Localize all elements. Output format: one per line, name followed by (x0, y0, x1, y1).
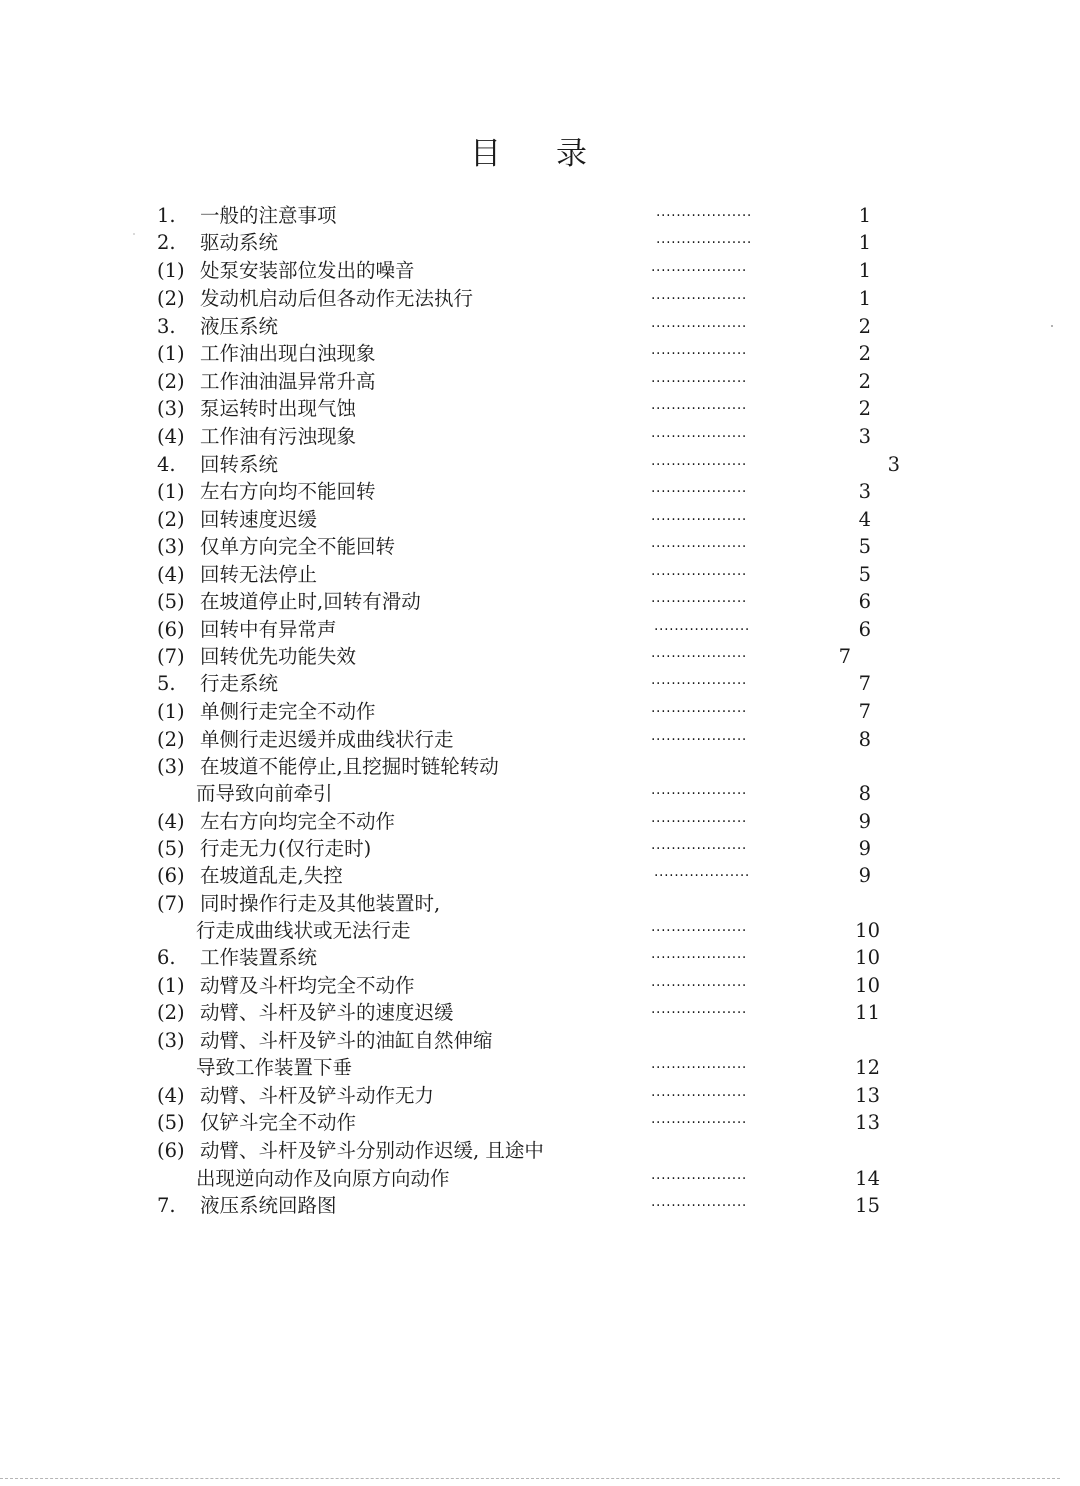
toc-entry-label: 导致工作装置下垂 (196, 1056, 353, 1079)
toc-page-number: 14 (855, 1167, 880, 1190)
toc-entry-number: (1) (157, 480, 185, 503)
toc-entry-label: 回转中有异常声 (200, 618, 337, 641)
toc-page-number: 11 (855, 1001, 880, 1024)
toc-page-number: 9 (858, 864, 871, 887)
toc-leader-dots: ··················· (654, 868, 750, 884)
toc-entry (0, 202, 1080, 230)
toc-entry-number: (2) (157, 508, 185, 531)
toc-page-number: 9 (858, 837, 871, 860)
toc-page-number: 2 (858, 315, 871, 338)
toc-leader-dots: ··················· (651, 512, 747, 528)
toc-entry (0, 313, 1080, 341)
toc-entry (0, 478, 1080, 506)
toc-leader-dots: ··················· (651, 567, 747, 583)
toc-entry-number: (1) (157, 974, 185, 997)
toc-entry-number: (4) (157, 563, 185, 586)
toc-page-number: 9 (858, 810, 871, 833)
toc-entry-label: 单侧行走完全不动作 (200, 700, 376, 723)
toc-entry-number: (5) (157, 837, 185, 860)
toc-entry-number: (2) (157, 370, 185, 393)
toc-leader-dots: ··················· (651, 291, 747, 307)
title-char-2: 录 (556, 136, 587, 172)
toc-page-number: 8 (858, 782, 871, 805)
toc-entry (0, 588, 1080, 616)
toc-entry-label: 动臂及斗杆均完全不动作 (200, 974, 415, 997)
toc-entry (0, 944, 1080, 972)
toc-leader-dots: ··················· (656, 235, 752, 251)
toc-leader-dots: ··················· (654, 622, 750, 638)
toc-entry-label: 动臂、斗杆及铲斗的速度迟缓 (200, 1001, 454, 1024)
toc-leader-dots: ··················· (651, 1198, 747, 1214)
toc-entry-number: (2) (157, 287, 185, 310)
toc-entry-label: 回转无法停止 (200, 563, 318, 586)
scan-speck (133, 233, 135, 235)
toc-leader-dots: ··················· (651, 950, 747, 966)
toc-entry (0, 753, 1080, 781)
toc-entry-label: 工作油有污浊现象 (200, 425, 357, 448)
toc-entry-label: 发动机启动后但各动作无法执行 (200, 287, 474, 310)
toc-page-number: 2 (858, 342, 871, 365)
toc-leader-dots: ··················· (651, 923, 747, 939)
toc-entry (0, 862, 1080, 890)
toc-entry-label: 行走成曲线状或无法行走 (196, 919, 411, 942)
toc-leader-dots: ··················· (651, 676, 747, 692)
toc-page-number: 10 (855, 974, 880, 997)
toc-leader-dots: ··················· (651, 429, 747, 445)
toc-entry-number: 7. (157, 1194, 176, 1217)
toc-entry-number: (3) (157, 397, 185, 420)
toc-entry-label: 而导致向前牵引 (196, 782, 333, 805)
toc-entry-label: 同时操作行走及其他装置时, (200, 892, 441, 915)
toc-page-number: 15 (855, 1194, 880, 1217)
toc-entry-number: (4) (157, 1084, 185, 1107)
toc-leader-dots: ··················· (651, 978, 747, 994)
toc-entry-number: (1) (157, 342, 185, 365)
toc-entry-label: 在坡道乱走,失控 (200, 864, 343, 887)
toc-page-number: 5 (858, 563, 871, 586)
toc-entry-label: 左右方向均完全不动作 (200, 810, 396, 833)
toc-page-number: 6 (858, 618, 871, 641)
toc-entry-label: 工作油油温异常升高 (200, 370, 376, 393)
toc-leader-dots: ··················· (651, 346, 747, 362)
toc-page-number: 1 (858, 231, 871, 254)
toc-entry-number: (6) (157, 618, 185, 641)
toc-entry (0, 890, 1080, 918)
toc-entry-label: 回转优先功能失效 (200, 645, 357, 668)
toc-entry (0, 726, 1080, 754)
toc-leader-dots: ··················· (651, 1171, 747, 1187)
toc-entry-label: 在坡道停止时,回转有滑动 (200, 590, 421, 613)
toc-leader-dots: ··················· (651, 484, 747, 500)
toc-entry (0, 1192, 1080, 1220)
toc-entry (0, 698, 1080, 726)
toc-entry (0, 229, 1080, 257)
toc-leader-dots: ··················· (651, 401, 747, 417)
toc-entry-number: 6. (157, 946, 176, 969)
toc-entry-label: 行走无力(仅行走时) (200, 837, 372, 860)
scan-edge-line (0, 1478, 1060, 1479)
toc-entry (0, 616, 1080, 644)
toc-entry-number: 5. (157, 672, 176, 695)
toc-leader-dots: ··················· (651, 374, 747, 390)
toc-entry-label: 液压系统回路图 (200, 1194, 337, 1217)
toc-page-number: 2 (858, 370, 871, 393)
toc-entry-label: 在坡道不能停止,且挖掘时链轮转动 (200, 755, 499, 778)
toc-entry-label: 工作装置系统 (200, 946, 318, 969)
toc-entry (0, 1137, 1080, 1165)
toc-page-number: 13 (855, 1111, 880, 1134)
toc-entry-label: 驱动系统 (200, 231, 279, 254)
toc-entry (0, 1027, 1080, 1055)
toc-entry-label: 处泵安装部位发出的噪音 (200, 259, 415, 282)
toc-entry-number: (4) (157, 810, 185, 833)
toc-page-number: 7 (858, 700, 871, 723)
toc-entry-number: (3) (157, 535, 185, 558)
toc-leader-dots: ··················· (651, 786, 747, 802)
toc-entry-label: 动臂、斗杆及铲斗的油缸自然伸缩 (200, 1029, 493, 1052)
toc-page-number: 3 (887, 453, 900, 476)
toc-page-number: 2 (858, 397, 871, 420)
toc-entry-number: 3. (157, 315, 176, 338)
toc-leader-dots: ··················· (651, 1115, 747, 1131)
toc-leader-dots: ··················· (651, 1088, 747, 1104)
toc-entry (0, 780, 1080, 808)
toc-page-number: 10 (855, 919, 880, 942)
toc-page-number: 1 (858, 204, 871, 227)
toc-entry (0, 257, 1080, 285)
toc-entry (0, 1109, 1080, 1137)
toc-entry-label: 泵运转时出现气蚀 (200, 397, 357, 420)
scan-speck (1051, 325, 1053, 327)
toc-entry-label: 动臂、斗杆及铲斗动作无力 (200, 1084, 435, 1107)
toc-entry (0, 340, 1080, 368)
toc-entry-number: (1) (157, 700, 185, 723)
toc-entry (0, 1165, 1080, 1193)
toc-entry (0, 561, 1080, 589)
toc-leader-dots: ··················· (651, 704, 747, 720)
title-char-1: 目 (470, 136, 501, 172)
toc-entry (0, 999, 1080, 1027)
toc-page-number: 1 (858, 259, 871, 282)
toc-entry-number: (5) (157, 1111, 185, 1134)
toc-entry-number: (7) (157, 645, 185, 668)
toc-entry (0, 395, 1080, 423)
toc-page-number: 1 (858, 287, 871, 310)
toc-entry-label: 出现逆向动作及向原方向动作 (196, 1167, 450, 1190)
toc-entry (0, 423, 1080, 451)
toc-entry (0, 506, 1080, 534)
toc-page-number: 5 (858, 535, 871, 558)
toc-entry-number: (4) (157, 425, 185, 448)
toc-entry-number: (6) (157, 1139, 185, 1162)
toc-entry-label: 液压系统 (200, 315, 279, 338)
toc-entry (0, 1082, 1080, 1110)
toc-entry (0, 368, 1080, 396)
toc-leader-dots: ··················· (651, 1060, 747, 1076)
toc-entry-number: (3) (157, 755, 185, 778)
toc-page-number: 12 (855, 1056, 880, 1079)
toc-leader-dots: ··················· (651, 649, 747, 665)
toc-entry (0, 670, 1080, 698)
toc-entry-number: (2) (157, 1001, 185, 1024)
toc-page-number: 13 (855, 1084, 880, 1107)
toc-page-number: 3 (858, 425, 871, 448)
toc-entry-number: (7) (157, 892, 185, 915)
toc-leader-dots: ··················· (651, 319, 747, 335)
toc-entry-number: (5) (157, 590, 185, 613)
toc-entry-label: 仅单方向完全不能回转 (200, 535, 396, 558)
toc-entry-number: (6) (157, 864, 185, 887)
toc-page-number: 7 (838, 645, 851, 668)
toc-leader-dots: ··················· (651, 539, 747, 555)
toc-entry-label: 单侧行走迟缓并成曲线状行走 (200, 728, 454, 751)
toc-leader-dots: ··················· (651, 457, 747, 473)
toc-page-number: 7 (858, 672, 871, 695)
toc-entry-label: 回转系统 (200, 453, 279, 476)
toc-entry (0, 643, 1080, 671)
toc-entry-label: 左右方向均不能回转 (200, 480, 376, 503)
toc-entry-number: (3) (157, 1029, 185, 1052)
toc-entry-label: 行走系统 (200, 672, 279, 695)
toc-page-number: 3 (858, 480, 871, 503)
toc-entry-number: (2) (157, 728, 185, 751)
toc-leader-dots: ··················· (656, 208, 752, 224)
toc-entry (0, 808, 1080, 836)
toc-page-number: 10 (855, 946, 880, 969)
toc-entry-number: 2. (157, 231, 176, 254)
toc-leader-dots: ··················· (651, 841, 747, 857)
toc-leader-dots: ··················· (651, 263, 747, 279)
toc-entry (0, 533, 1080, 561)
toc-leader-dots: ··················· (651, 1005, 747, 1021)
toc-leader-dots: ··················· (651, 594, 747, 610)
toc-entry (0, 835, 1080, 863)
toc-leader-dots: ··················· (651, 732, 747, 748)
toc-leader-dots: ··················· (651, 814, 747, 830)
toc-entry (0, 972, 1080, 1000)
toc-entry-number: 1. (157, 204, 176, 227)
toc-entry-label: 一般的注意事项 (200, 204, 337, 227)
toc-entry (0, 285, 1080, 313)
toc-entry-label: 动臂、斗杆及铲斗分别动作迟缓, 且途中 (200, 1139, 544, 1162)
toc-entry-number: 4. (157, 453, 176, 476)
toc-entry-label: 工作油出现白浊现象 (200, 342, 376, 365)
toc-entry (0, 1054, 1080, 1082)
toc-page-number: 6 (858, 590, 871, 613)
toc-entry (0, 451, 1080, 479)
toc-entry (0, 917, 1080, 945)
toc-page-number: 8 (858, 728, 871, 751)
toc-page-number: 4 (858, 508, 871, 531)
toc-entry-label: 仅铲斗完全不动作 (200, 1111, 357, 1134)
toc-entry-number: (1) (157, 259, 185, 282)
toc-entry-label: 回转速度迟缓 (200, 508, 318, 531)
